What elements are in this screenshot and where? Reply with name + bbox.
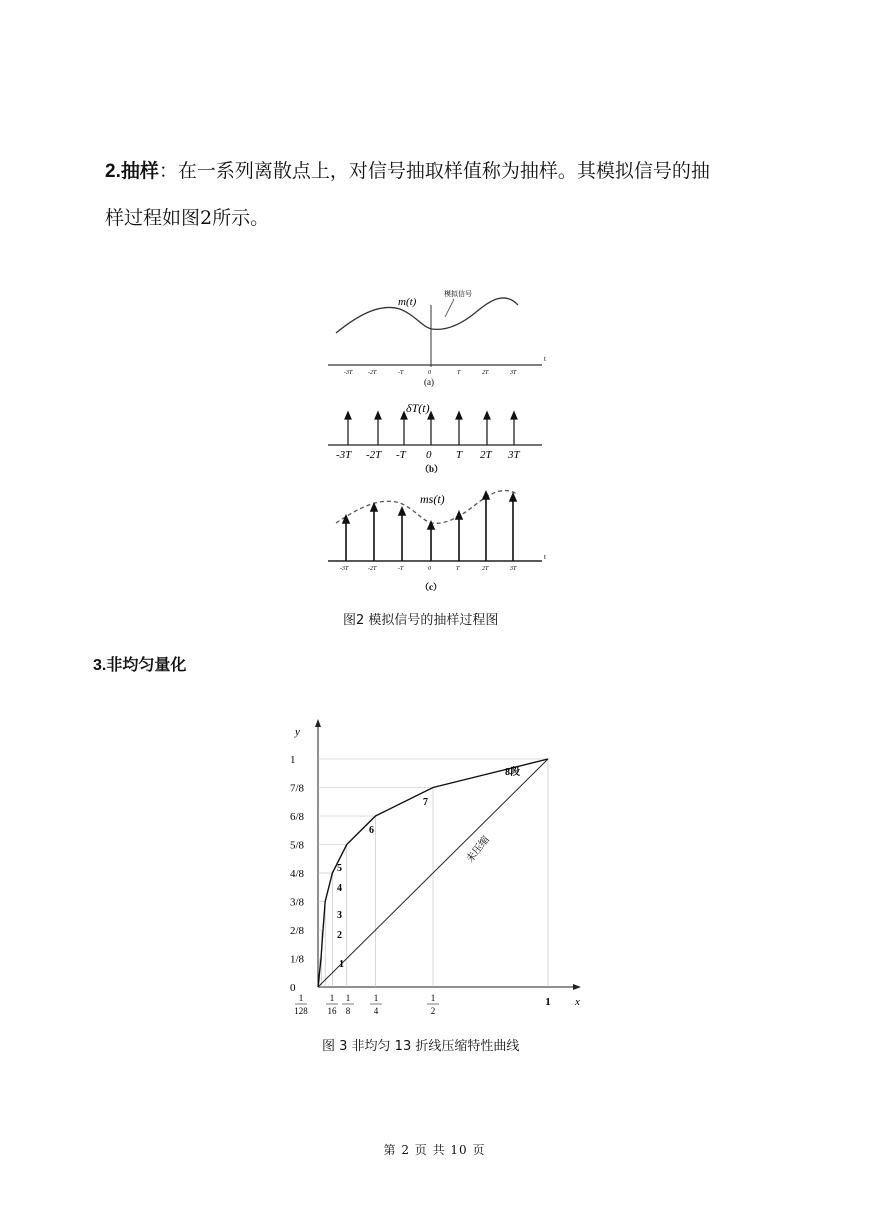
panel-a-label: (a): [424, 377, 434, 387]
tick-a-6: 3T: [510, 370, 517, 376]
section3-heading: 3.非均匀量化: [93, 657, 187, 674]
x-tick-numerator: 1: [298, 993, 304, 1003]
y-tick-label: 6/8: [290, 811, 305, 823]
x-tick-numerator: 1: [329, 993, 335, 1003]
x-tick-numerator: 1: [430, 993, 436, 1003]
axis-var-c: t: [544, 553, 546, 561]
ticks-c: [340, 566, 517, 572]
ticks-a: [344, 370, 517, 376]
tick-b-6: 3T: [508, 449, 520, 461]
figure2-caption: 图2 模拟信号的抽样过程图: [343, 613, 499, 628]
panel-b: [328, 401, 542, 474]
y-tick-label: 5/8: [290, 839, 305, 852]
y-tick-label: 1: [290, 754, 296, 766]
section2-paragraph: [105, 148, 785, 241]
uncompressed-label: 未压缩: [464, 834, 492, 865]
tick-b-2: -T: [396, 449, 406, 461]
figure3-compression-chart: [285, 715, 595, 1025]
segment-label: 2: [337, 930, 342, 941]
x-tick-denominator: 8: [345, 1006, 351, 1016]
page-footer: 第 2 页 共 10 页: [383, 1143, 486, 1157]
tick-b-0: -3T: [336, 449, 352, 461]
tick-a-0: -3T: [344, 370, 353, 376]
tick-c-6: 3T: [510, 566, 517, 572]
tick-a-1: -2T: [368, 370, 377, 376]
segment-label: 1: [339, 959, 344, 970]
segment-label: 7: [423, 797, 428, 808]
tick-b-1: -2T: [366, 449, 382, 461]
segment-label: 4: [337, 883, 342, 894]
section2-text-line2: 样过程如图2所示。: [105, 207, 270, 229]
tick-a-5: 2T: [482, 370, 489, 376]
figure3-caption: 图 3 非均匀 13 折线压缩特性曲线: [322, 1039, 520, 1054]
annotation-analog: 模拟信号: [444, 290, 472, 298]
x-tick-denominator: 16: [327, 1006, 337, 1016]
tick-b-4: T: [456, 449, 463, 461]
x-tick-denominator: 2: [430, 1006, 436, 1016]
tick-b-3: 0: [426, 449, 432, 461]
y-tick-label: 1/8: [290, 953, 305, 966]
x-tick-label: 1: [545, 996, 551, 1008]
tick-c-1: -2T: [368, 566, 377, 572]
y-axis-label: y: [295, 726, 300, 738]
x-tick-denominator: 128: [294, 1006, 308, 1016]
x-axis-arrow: [573, 984, 581, 990]
axis-var-a: t: [544, 355, 546, 363]
y-tick-label: 7/8: [290, 782, 305, 795]
y-tick-label: 0: [290, 982, 296, 994]
delta-t-label: δT(t): [406, 401, 430, 415]
tick-c-3: 0: [428, 566, 431, 572]
panel-b-label: （b）: [420, 464, 444, 474]
m-t-label: m(t): [398, 296, 417, 308]
panel-c: [328, 490, 546, 592]
segment-label: 8段: [505, 767, 520, 778]
x-tick-numerator: 1: [345, 993, 351, 1003]
y-tick-label: 3/8: [290, 896, 305, 909]
analog-signal-curve: [336, 298, 518, 333]
tick-c-2: -T: [398, 566, 404, 572]
tick-c-4: T: [456, 566, 460, 572]
y-tick-label: 2/8: [290, 925, 305, 937]
panel-c-label: （c）: [420, 582, 442, 592]
tick-a-2: -T: [398, 370, 404, 376]
tick-c-5: 2T: [482, 566, 489, 572]
impulse-train: [345, 412, 517, 445]
tick-b-5: 2T: [480, 449, 492, 461]
segment-label: 3: [337, 910, 342, 921]
segment-label: 5: [337, 863, 342, 874]
ticks-b: [336, 449, 521, 461]
y-tick-label: 4/8: [290, 868, 305, 880]
x-tick-denominator: 4: [373, 1006, 379, 1016]
ms-t-label: ms(t): [420, 492, 445, 506]
tick-a-4: T: [457, 370, 461, 376]
y-axis-arrow: [315, 719, 321, 727]
x-tick-numerator: 1: [373, 993, 379, 1003]
x-axis-label: x: [575, 996, 580, 1008]
figure2-sampling-diagram: [320, 285, 550, 600]
section2-heading: 2.抽样: [105, 161, 159, 182]
tick-c-0: -3T: [340, 566, 349, 572]
section2-text-line1: ：在一系列离散点上，对信号抽取样值称为抽样。其模拟信号的抽: [158, 160, 710, 182]
tick-a-3: 0: [428, 370, 431, 376]
segment-label: 6: [369, 825, 374, 836]
panel-a: [328, 289, 546, 387]
